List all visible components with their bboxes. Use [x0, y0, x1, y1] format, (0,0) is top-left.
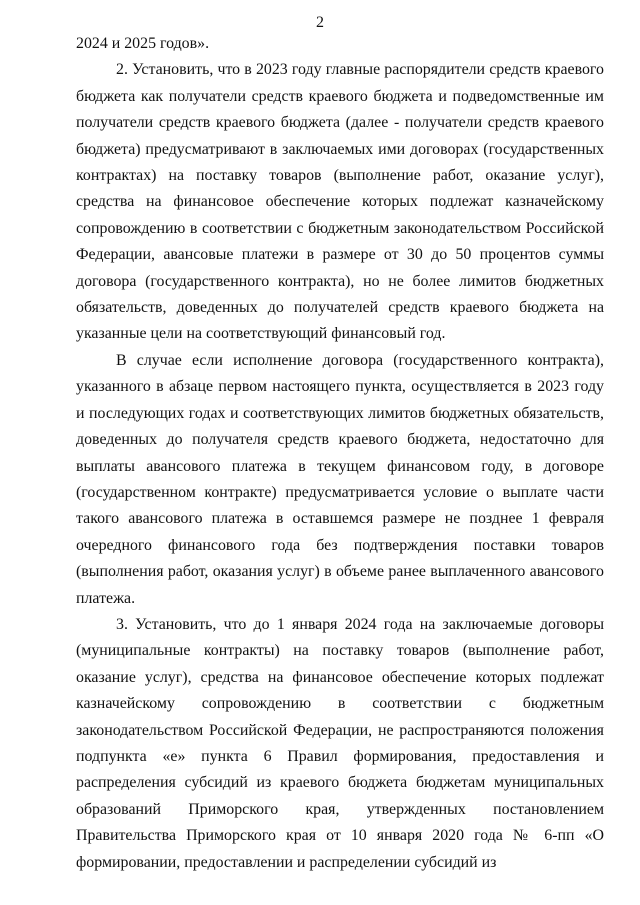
paragraph-item-3: 3. Установить, что до 1 января 2024 года на заключаемые договоры (муниципальные контракты) на поставку товаров (выполнение работ, оказание услуг), средства на финансовое обеспечение которых подлежат казначейскому сопровождению в соответствии с бюджетным законодательством Российской Федерации, не распространяются положения подпункта «е» пункта 6 Правил формирования, предоставления и распределения субсидий из краевого бюджета бюджетам муниципальных образований Приморского края, утвержденных постановлением Правительства Приморского края от 10 января 2020 года № 6-пп «О формировании, предоставлении и распределении субсидий из: [76, 615, 604, 871]
paragraph-continuation: 2024 и 2025 годов».: [76, 35, 210, 52]
paragraph-item-2: 2. Установить, что в 2023 году главные распорядители средств краевого бюджета как получатели средств краевого бюджета и подведомственные им получатели средств краевого бюджета (далее - получатели средств краевого бюджета) предусматривают в заключаемых ими договорах (государственных контрактах) на поставку товаров (выполнение работ, оказание услуг), средства на финансовое обеспечение которых подлежат казначейскому сопровождению в соответствии с бюджетным законодательством Российской Федерации, авансовые платежи в размере от 30 до 50 процентов суммы договора (государственного контракта), но не более лимитов бюджетных обязательств, доведенных до получателей средств краевого бюджета на указанные цели на соответствующий финансовый год.: [76, 61, 604, 343]
document-body: [76, 31, 604, 876]
page-number: 2: [316, 14, 324, 31]
paragraph-item-2-case: В случае если исполнение договора (государственного контракта), указанного в абзаце первом настоящего пункта, осуществляется в 2023 году и последующих годах и соответствующих лимитов бюджетных обязательств, доведенных до получателя средств краевого бюджета, недостаточно для выплаты авансового платежа в текущем финансовом году, в договоре (государственном контракте) предусматривается условие о выплате части такого авансового платежа в оставшемся размере не позднее 1 февраля очередного финансового года без подтверждения поставки товаров (выполнения работ, оказания услуг) в объеме ранее выплаченного авансового платежа.: [76, 351, 604, 607]
